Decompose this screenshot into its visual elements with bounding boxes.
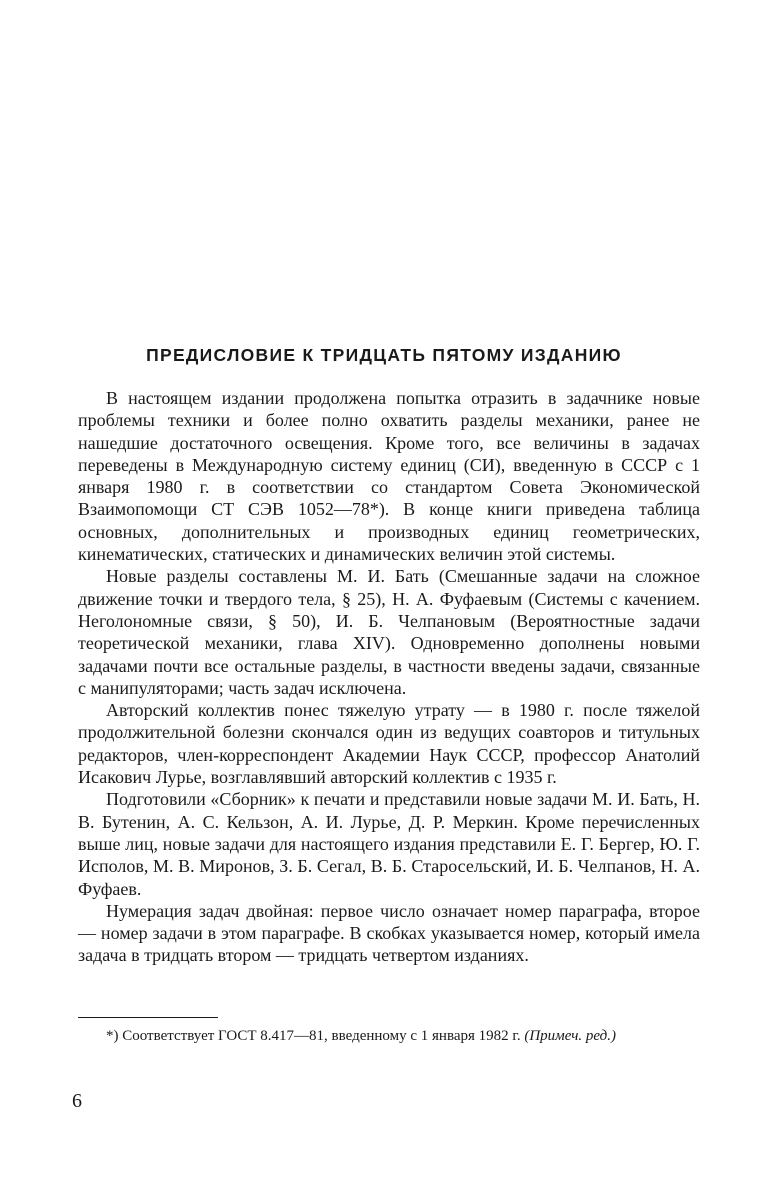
preface-body bbox=[78, 387, 700, 967]
footnote-text: *) Соответствует ГОСТ 8.417—81, введенному с 1 января 1982 г. bbox=[106, 1028, 521, 1044]
paragraph: Подготовили «Сборник» к печати и представили новые задачи М. И. Бать, Н. В. Бутенин, А. С. Кельзон, А. И. Лурье, Д. Р. Меркин. Кроме перечисленных выше лиц, новые задачи для настоящего издания представили Е. Г. Бергер, Ю. Г. Исполов, М. В. Миронов, З. Б. Сегал, В. Б. Старосельский, И. Б. Челпанов, Н. А. Фуфаев. bbox=[78, 789, 700, 899]
paragraph: Авторский коллектив понес тяжелую утрату — в 1980 г. после тяжелой продолжительной болезни скончался один из ведущих соавторов и титульных редакторов, член-корреспондент Академии Наук СССР, профессор Анатолий Исакович Лурье, возглавлявший авторский коллектив с 1935 г. bbox=[78, 700, 700, 788]
page-number: 6 bbox=[72, 1090, 82, 1112]
page-title: ПРЕДИСЛОВИЕ К ТРИДЦАТЬ ПЯТОМУ ИЗДАНИЮ bbox=[146, 345, 622, 365]
paragraph: Нумерация задач двойная: первое число означает номер параграфа, второе — номер задачи в этом параграфе. В скобках указывается номер, который имела задача в тридцать втором — тридцать четвертом изданиях. bbox=[78, 900, 700, 966]
footnote-editor-note: (Примеч. ред.) bbox=[524, 1028, 616, 1044]
footnote bbox=[78, 1026, 702, 1046]
footnote-divider bbox=[78, 1017, 218, 1018]
paragraph: Новые разделы составлены М. И. Бать (Смешанные задачи на сложное движение точки и твердого тела, § 25), Н. А. Фуфаевым (Системы с качением. Неголономные связи, § 50), И. Б. Челпановым (Вероятностные задачи теоретической механики, глава XIV). Одновременно дополнены новыми задачами почти все остальные разделы, в частности введены задачи, связанные с манипуляторами; часть задач исключена. bbox=[78, 566, 700, 698]
paragraph: В настоящем издании продолжена попытка отразить в задачнике новые проблемы техники и более полно охватить разделы механики, ранее не нашедшие достаточного освещения. Кроме того, все величины в задачах переведены в Международную систему единиц (СИ), введенную в СССР с 1 января 1980 г. в соответствии со стандартом Совета Экономической Взаимопомощи СТ СЭВ 1052—78*). В конце книги приведена таблица основных, дополнительных и производных единиц геометрических, кинематических, статических и динамических величин этой системы. bbox=[78, 388, 700, 565]
